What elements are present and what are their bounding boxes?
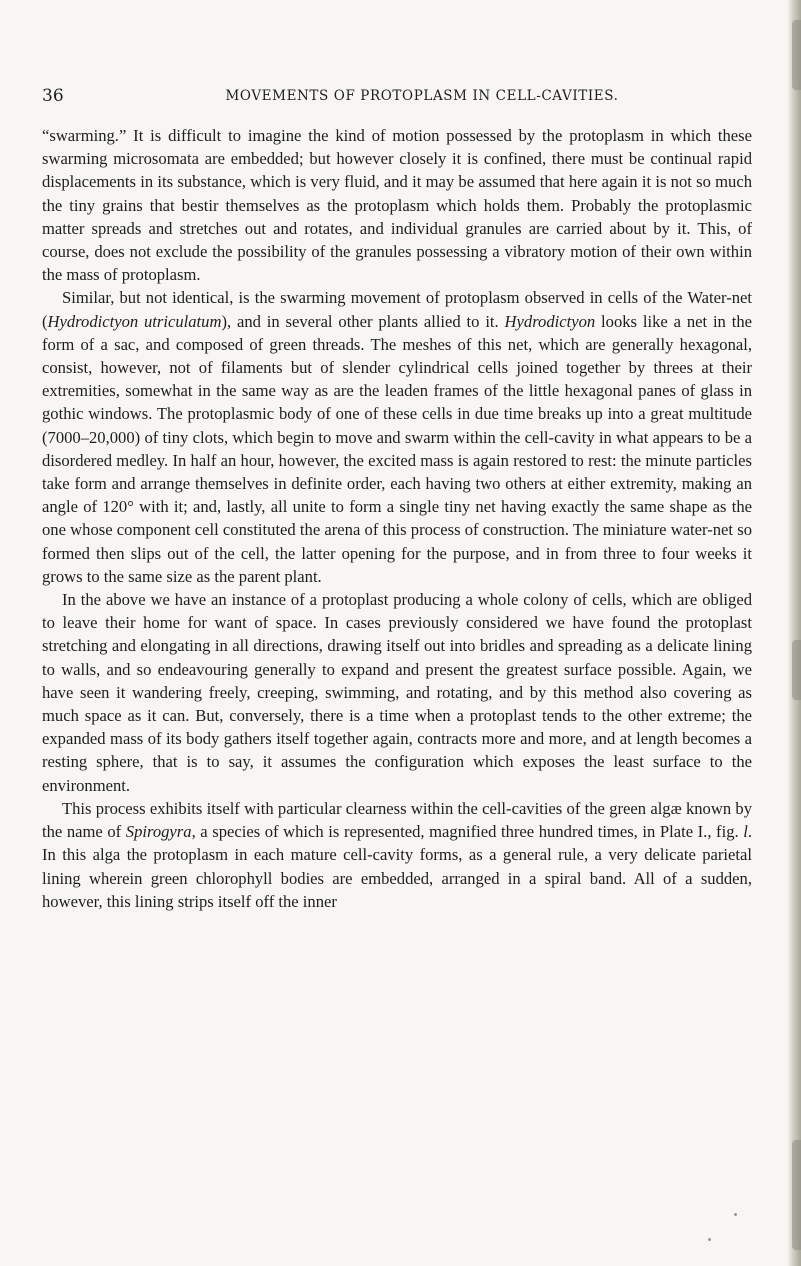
page-number: 36 xyxy=(42,86,64,106)
italic-run: Hydrodictyon xyxy=(504,311,596,331)
running-head: MOVEMENTS OF PROTOPLASM IN CELL-CAVITIES. xyxy=(225,88,619,104)
speck xyxy=(734,1213,737,1216)
text-run: looks like a net in the form of a sac, and composed of green threads. The meshes of this net, which are generally hexagonal, consist, however, not of filaments but of slender cylindrical cells joined together by threes at their extremities, somewhat in the same way as are the leaden frames of the little hexagonal panes of glass in gothic windows. The protoplasmic body of one of these cells in due time breaks up into a great multitude (7000–20,000) of tiny clots, which begin to move and swarm within the cell-cavity in what appears to be a disordered medley. In half an hour, however, the excited mass is again restored to rest: the minute particles take form and arrange themselves in definite order, each having two others at either extremity, making an angle of 120° with it; and, lastly, all unite to form a single tiny net having exactly the same shape as the one whose component cell constituted the arena of this process of construction. The miniature water-net so formed then slips out of the cell, the latter opening for the purpose, and in from three to four weeks it grows to the same size as the parent plant. xyxy=(42,311,752,586)
page-edge-mark xyxy=(792,1140,801,1250)
text-run: This process exhibits itself with particular clearness within the cell-cavities of the green algæ known by the name of xyxy=(42,798,752,842)
text-run: . In this alga the protoplasm in each mature cell-cavity forms, as a general rule, a very delicate parietal lining wherein green chlorophyll bodies are embedded, arranged in a spiral band. All of a sudden, however, this lining strips itself off the inner xyxy=(42,822,753,911)
italic-run: l xyxy=(743,822,748,842)
page-edge-mark xyxy=(792,20,801,90)
speck xyxy=(708,1238,711,1241)
body-text xyxy=(42,124,752,913)
italic-run: Hydrodictyon utriculatum xyxy=(47,311,222,331)
page-edge-shadow xyxy=(787,0,801,1266)
italic-run: Spirogyra xyxy=(125,822,192,842)
text-run: , a species of which is represented, magnified three hundred times, in Plate I., fig. xyxy=(191,822,744,842)
text-run: In the above we have an instance of a protoplast producing a whole colony of cells, which are obliged to leave their home for want of space. In cases previously considered we have found the protoplast stretching and elongating in all directions, drawing itself out into bridles and spreading as a delicate lining to walls, and so endeavouring generally to expand and present the greatest surface possible. Again, we have seen it wandering freely, creeping, swimming, and rotating, and by this method also covering as much space as it can. But, conversely, there is a time when a protoplast tends to the other extreme; the expanded mass of its body gathers itself together again, contracts more and more, and at length becomes a resting sphere, that is to say, it assumes the configuration which exposes the least surface to the environment. xyxy=(42,590,752,795)
page-header xyxy=(42,86,752,110)
page-edge-mark xyxy=(792,640,801,700)
text-run: Similar, but not identical, is the swarming movement of protoplasm observed in cells of the Water-net ( xyxy=(42,288,752,331)
text-run: ), and in several other plants allied to it. xyxy=(221,311,505,331)
paragraph xyxy=(42,797,752,913)
text-run: “swarming.” It is difficult to imagine the kind of motion possessed by the protoplasm in which these swarming microsomata are embedded; but however closely it is confined, there must be continual rapid displacements in its substance, which is very fluid, and it may be assumed that here again it is not so much the tiny grains that bestir themselves as the protoplasm which holds them. Probably the protoplasmic matter spreads and stretches out and rotates, and individual granules are carried about by it. This, of course, does not exclude the possibility of the granules possessing a vibratory motion of their own within the mass of protoplasm. xyxy=(42,126,752,285)
paragraph xyxy=(42,286,752,588)
paragraph xyxy=(42,588,752,797)
paragraph xyxy=(42,124,752,286)
